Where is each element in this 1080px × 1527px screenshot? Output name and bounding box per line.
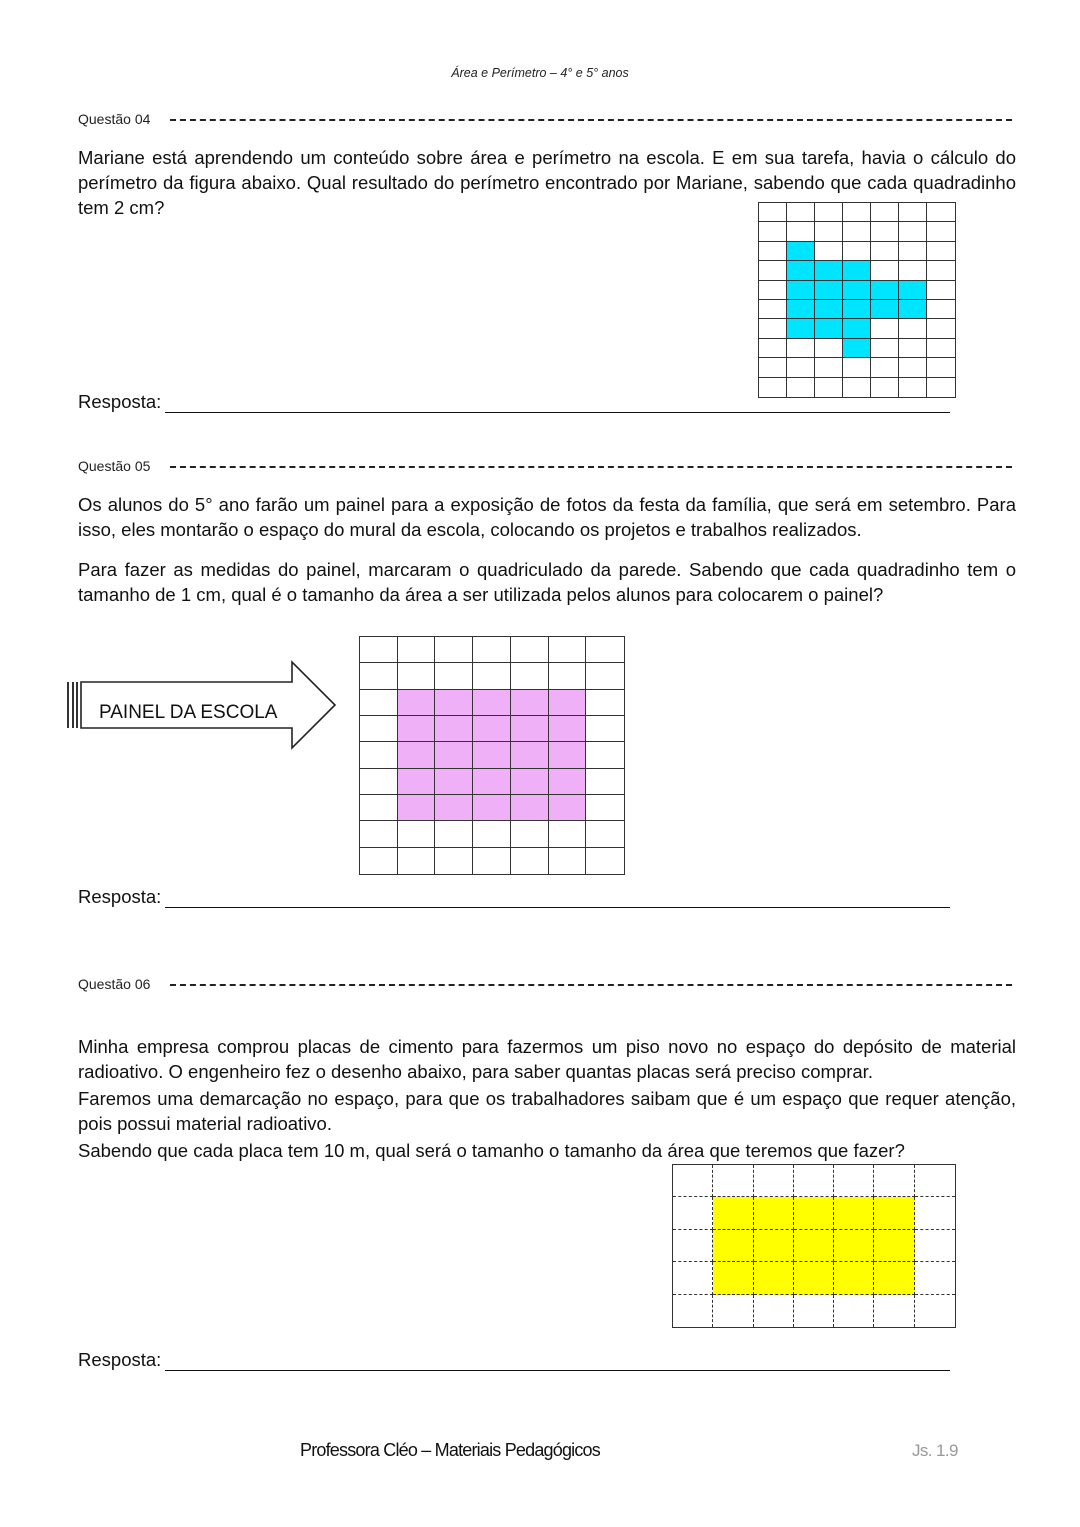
question-04-text: Mariane está aprendendo um conteúdo sobre área e perímetro na escola. E em sua tarefa, havia o cálculo do perímetro da figura abaixo. Qual resultado do perímetro encontrado por Mariane, sabendo que cada quadradinho tem 2 cm? bbox=[78, 147, 1016, 218]
grid-cell bbox=[549, 742, 587, 768]
grid-cell bbox=[834, 1197, 874, 1229]
grid-cell bbox=[815, 222, 843, 241]
grid-cell bbox=[754, 1230, 794, 1262]
grid-cell bbox=[713, 1165, 753, 1197]
grid-cell bbox=[398, 716, 436, 742]
grid-cell bbox=[915, 1197, 955, 1229]
grid-cell bbox=[673, 1262, 713, 1294]
grid-cell bbox=[834, 1262, 874, 1294]
grid-cell bbox=[843, 358, 871, 377]
grid-cell bbox=[787, 358, 815, 377]
grid-cell bbox=[435, 821, 473, 847]
grid-cell bbox=[759, 261, 787, 280]
grid-cell bbox=[473, 637, 511, 663]
grid-cell bbox=[511, 795, 549, 821]
grid-cell bbox=[871, 281, 899, 300]
grid-cell bbox=[874, 1165, 914, 1197]
grid-cell bbox=[843, 319, 871, 338]
grid-cell bbox=[915, 1165, 955, 1197]
grid-cell bbox=[759, 358, 787, 377]
grid-cell bbox=[815, 261, 843, 280]
question-06-divider bbox=[170, 984, 1012, 986]
grid-cell bbox=[927, 358, 955, 377]
grid-cell bbox=[754, 1262, 794, 1294]
grid-cell bbox=[360, 848, 398, 874]
grid-cell bbox=[398, 663, 436, 689]
answer-label: Resposta: bbox=[78, 391, 162, 412]
grid-cell bbox=[511, 690, 549, 716]
grid-cell bbox=[871, 319, 899, 338]
grid-cell bbox=[871, 300, 899, 319]
grid-cell bbox=[815, 242, 843, 261]
grid-cell bbox=[834, 1295, 874, 1327]
figure-grid-q06 bbox=[672, 1164, 956, 1328]
grid-cell bbox=[815, 339, 843, 358]
grid-cell bbox=[511, 663, 549, 689]
grid-cell bbox=[754, 1197, 794, 1229]
question-04-divider bbox=[170, 119, 1012, 121]
answer-line[interactable] bbox=[165, 1350, 950, 1371]
grid-cell bbox=[713, 1262, 753, 1294]
question-05-divider bbox=[170, 466, 1012, 468]
grid-cell bbox=[759, 319, 787, 338]
grid-cell bbox=[435, 637, 473, 663]
grid-cell bbox=[473, 663, 511, 689]
grid-cell bbox=[360, 663, 398, 689]
grid-cell bbox=[927, 281, 955, 300]
grid-cell bbox=[673, 1197, 713, 1229]
grid-cell bbox=[398, 821, 436, 847]
grid-cell bbox=[473, 821, 511, 847]
grid-cell bbox=[787, 203, 815, 222]
grid-cell bbox=[927, 242, 955, 261]
grid-cell bbox=[871, 203, 899, 222]
arrow-label: PAINEL DA ESCOLA bbox=[99, 702, 278, 723]
grid-cell bbox=[360, 716, 398, 742]
grid-cell bbox=[874, 1230, 914, 1262]
grid-cell bbox=[549, 795, 587, 821]
grid-cell bbox=[473, 848, 511, 874]
grid-cell bbox=[815, 203, 843, 222]
footer-credit: Professora Cléo – Materiais Pedagógicos bbox=[300, 1440, 600, 1460]
grid-cell bbox=[899, 281, 927, 300]
grid-cell bbox=[511, 742, 549, 768]
figure-grid-q05 bbox=[359, 636, 625, 875]
answer-line[interactable] bbox=[165, 392, 950, 413]
grid-cell bbox=[787, 339, 815, 358]
grid-cell bbox=[398, 769, 436, 795]
grid-cell bbox=[435, 795, 473, 821]
grid-cell bbox=[360, 637, 398, 663]
grid-cell bbox=[360, 690, 398, 716]
arrow-tail-bar bbox=[76, 682, 78, 728]
grid-cell bbox=[586, 848, 624, 874]
answer-row-q05 bbox=[78, 886, 950, 908]
grid-cell bbox=[713, 1197, 753, 1229]
grid-cell bbox=[586, 769, 624, 795]
grid-cell bbox=[759, 242, 787, 261]
grid-cell bbox=[473, 690, 511, 716]
grid-cell bbox=[549, 848, 587, 874]
grid-cell bbox=[787, 319, 815, 338]
grid-cell bbox=[815, 319, 843, 338]
grid-cell bbox=[843, 300, 871, 319]
grid-cell bbox=[927, 319, 955, 338]
grid-cell bbox=[915, 1295, 955, 1327]
question-04-label: Questão 04 bbox=[78, 111, 151, 127]
grid-cell bbox=[794, 1165, 834, 1197]
grid-cell bbox=[927, 339, 955, 358]
grid-cell bbox=[834, 1230, 874, 1262]
grid-cell bbox=[473, 769, 511, 795]
question-06-text-1: Minha empresa comprou placas de cimento para fazermos um piso novo no espaço do depósito de material radioativo. O engenheiro fez o desenho abaixo, para saber quantas placas será preciso comprar. bbox=[78, 1036, 1016, 1082]
grid-cell bbox=[713, 1230, 753, 1262]
grid-cell bbox=[915, 1230, 955, 1262]
grid-cell bbox=[871, 222, 899, 241]
grid-cell bbox=[360, 742, 398, 768]
grid-cell bbox=[871, 242, 899, 261]
grid-cell bbox=[787, 300, 815, 319]
grid-cell bbox=[899, 203, 927, 222]
grid-cell bbox=[899, 261, 927, 280]
grid-cell bbox=[435, 848, 473, 874]
grid-cell bbox=[794, 1262, 834, 1294]
question-05-text-1: Os alunos do 5° ano farão um painel para a exposição de fotos da festa da família, que será em setembro. Para isso, eles montarão o espaço do mural da escola, colocando os projetos e trabalhos realizados. bbox=[78, 494, 1016, 540]
grid-cell bbox=[927, 203, 955, 222]
grid-cell bbox=[754, 1165, 794, 1197]
question-06-label: Questão 06 bbox=[78, 976, 151, 992]
grid-cell bbox=[673, 1165, 713, 1197]
grid-cell bbox=[586, 716, 624, 742]
grid-cell bbox=[843, 203, 871, 222]
painel-arrow bbox=[64, 658, 340, 752]
grid-cell bbox=[815, 300, 843, 319]
answer-line[interactable] bbox=[165, 887, 950, 908]
grid-cell bbox=[473, 795, 511, 821]
grid-cell bbox=[794, 1295, 834, 1327]
grid-cell bbox=[927, 300, 955, 319]
grid-cell bbox=[759, 203, 787, 222]
grid-cell bbox=[549, 663, 587, 689]
grid-cell bbox=[549, 637, 587, 663]
answer-row-q04 bbox=[78, 391, 950, 413]
grid-cell bbox=[435, 663, 473, 689]
answer-row-q06 bbox=[78, 1349, 950, 1371]
grid-cell bbox=[713, 1295, 753, 1327]
grid-cell bbox=[673, 1230, 713, 1262]
grid-cell bbox=[871, 358, 899, 377]
page-header: Área e Perímetro – 4° e 5° anos bbox=[451, 66, 629, 80]
grid-cell bbox=[899, 339, 927, 358]
grid-cell bbox=[586, 795, 624, 821]
question-05-label: Questão 05 bbox=[78, 458, 151, 474]
grid-cell bbox=[759, 222, 787, 241]
grid-cell bbox=[927, 222, 955, 241]
grid-cell bbox=[673, 1295, 713, 1327]
grid-cell bbox=[586, 663, 624, 689]
grid-cell bbox=[754, 1295, 794, 1327]
grid-cell bbox=[899, 300, 927, 319]
arrow-tail-bar bbox=[67, 682, 69, 728]
answer-label: Resposta: bbox=[78, 886, 162, 907]
grid-cell bbox=[874, 1262, 914, 1294]
question-05-text-2: Para fazer as medidas do painel, marcaram o quadriculado da parede. Sabendo que cada quadradinho tem o tamanho de 1 cm, qual é o tamanho da área a ser utilizada pelos alunos para colocarem o painel? bbox=[78, 559, 1016, 605]
grid-cell bbox=[874, 1295, 914, 1327]
grid-cell bbox=[815, 281, 843, 300]
grid-cell bbox=[435, 690, 473, 716]
grid-cell bbox=[874, 1197, 914, 1229]
grid-cell bbox=[398, 637, 436, 663]
grid-cell bbox=[815, 358, 843, 377]
grid-cell bbox=[511, 821, 549, 847]
grid-cell bbox=[871, 261, 899, 280]
grid-cell bbox=[834, 1165, 874, 1197]
grid-cell bbox=[787, 261, 815, 280]
grid-cell bbox=[843, 222, 871, 241]
grid-cell bbox=[899, 358, 927, 377]
question-06-text-2: Faremos uma demarcação no espaço, para que os trabalhadores saibam que é um espaço que requer atenção, pois possui material radioativo. bbox=[78, 1088, 1016, 1134]
answer-label: Resposta: bbox=[78, 1349, 162, 1370]
grid-cell bbox=[794, 1197, 834, 1229]
grid-cell bbox=[759, 300, 787, 319]
grid-cell bbox=[843, 261, 871, 280]
grid-cell bbox=[360, 821, 398, 847]
question-06-text-3: Sabendo que cada placa tem 10 m, qual será o tamanho o tamanho da área que teremos que fazer? bbox=[78, 1140, 905, 1161]
grid-cell bbox=[435, 742, 473, 768]
grid-cell bbox=[511, 848, 549, 874]
grid-cell bbox=[473, 742, 511, 768]
grid-cell bbox=[511, 769, 549, 795]
grid-cell bbox=[843, 339, 871, 358]
grid-cell bbox=[435, 769, 473, 795]
grid-cell bbox=[398, 795, 436, 821]
grid-cell bbox=[794, 1230, 834, 1262]
grid-cell bbox=[435, 716, 473, 742]
grid-cell bbox=[787, 222, 815, 241]
grid-cell bbox=[511, 716, 549, 742]
grid-cell bbox=[899, 242, 927, 261]
grid-cell bbox=[927, 261, 955, 280]
grid-cell bbox=[398, 690, 436, 716]
grid-cell bbox=[549, 716, 587, 742]
grid-cell bbox=[899, 222, 927, 241]
footer-code: Js. 1.9 bbox=[912, 1441, 958, 1460]
grid-cell bbox=[511, 637, 549, 663]
grid-cell bbox=[586, 690, 624, 716]
figure-grid-q04 bbox=[758, 202, 956, 398]
grid-cell bbox=[398, 742, 436, 768]
grid-cell bbox=[549, 690, 587, 716]
grid-cell bbox=[843, 242, 871, 261]
arrow-tail-bar bbox=[72, 682, 74, 728]
grid-cell bbox=[360, 769, 398, 795]
grid-cell bbox=[549, 821, 587, 847]
grid-cell bbox=[843, 281, 871, 300]
grid-cell bbox=[871, 339, 899, 358]
grid-cell bbox=[899, 319, 927, 338]
grid-cell bbox=[586, 821, 624, 847]
grid-cell bbox=[759, 281, 787, 300]
grid-cell bbox=[759, 339, 787, 358]
grid-cell bbox=[360, 795, 398, 821]
grid-cell bbox=[787, 281, 815, 300]
grid-cell bbox=[549, 769, 587, 795]
grid-cell bbox=[787, 242, 815, 261]
grid-cell bbox=[586, 637, 624, 663]
grid-cell bbox=[915, 1262, 955, 1294]
grid-cell bbox=[398, 848, 436, 874]
grid-cell bbox=[473, 716, 511, 742]
grid-cell bbox=[586, 742, 624, 768]
